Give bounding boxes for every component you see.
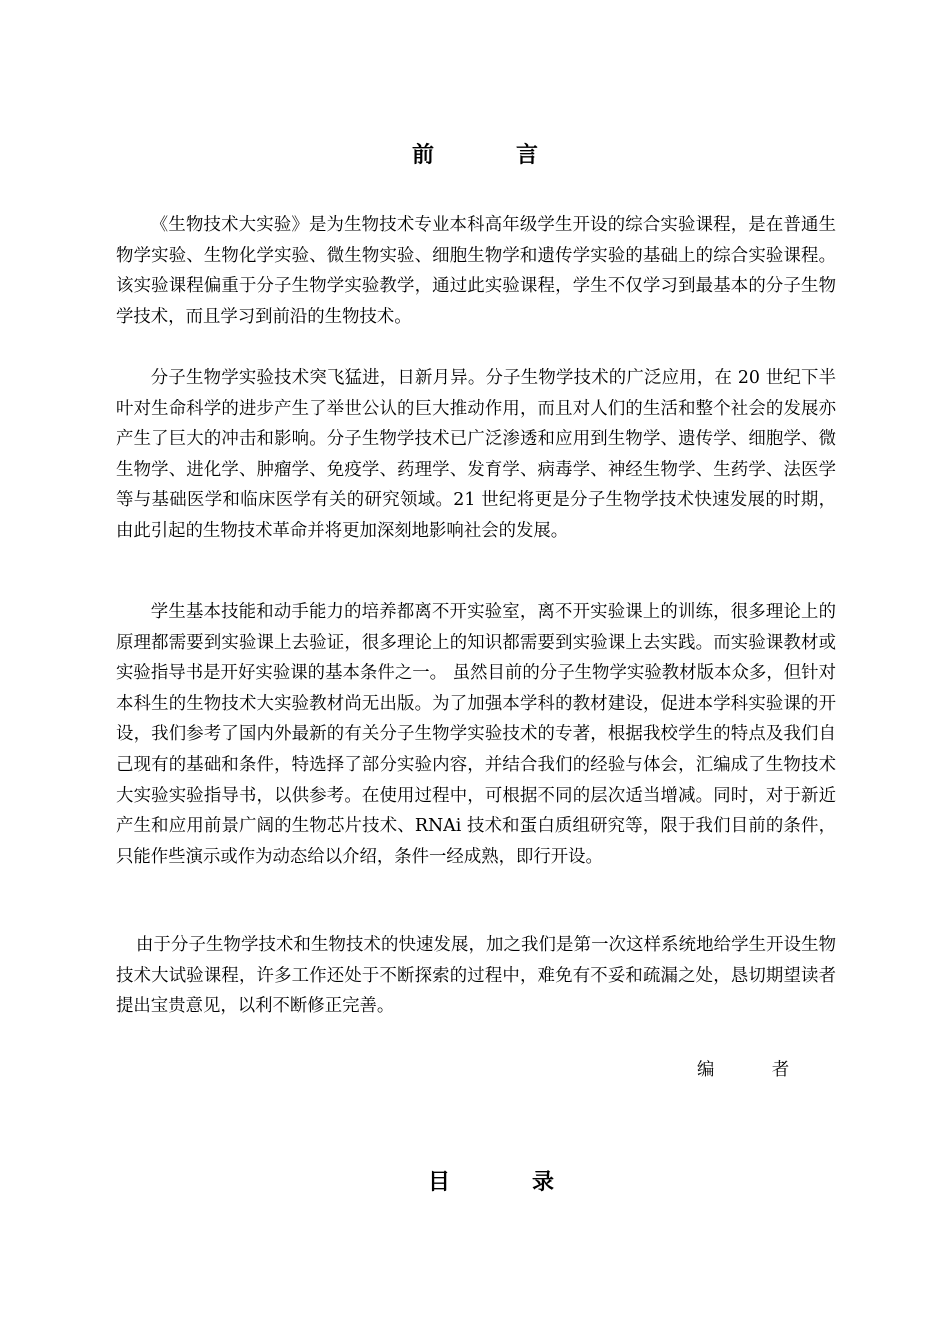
preface-author: 编 者 xyxy=(697,1060,810,1080)
preface-paragraph-1: 《生物技术大实验》是为生物技术专业本科高年级学生开设的综合实验课程，是在普通生物学实验、生物化学实验、微生物实验、细胞生物学和遗传学实验的基础上的综合实验课程。该实验课程偏重于分子生物学实验教学，通过此实验课程，学生不仅学习到最基本的分子生物学技术，而且学习到前沿的生物技术。 xyxy=(116,215,836,327)
preface-paragraph-3: 学生基本技能和动手能力的培养都离不开实验室，离不开实验课上的训练，很多理论上的原理都需要到实验课上去验证，很多理论上的知识都需要到实验课上去实践。而实验课教材或实验指导书是开好实验课的基本条件之一。 虽然目前的分子生物学实验教材版本众多，但针对本科生的生物技术大实验教材尚无出版。为了加强本学科的教材建设，促进本学科实验课的开设，我们参考了国内外最新的有关分子生物学实验技术的专著，根据我校学生的特点及我们自己现有的基础和条件，特选择了部分实验内容，并结合我们的经验与体会，汇编成了生物技术大实验实验指导书，以供参考。在使用过程中，可根据不同的层次适当增减。同时，对于新近产生和应用前景广阔的生物芯片技术、RNAi 技术和蛋白质组研究等，限于我们目前的条件，只能作些演示或作为动态给以介绍，条件一经成熟，即行开设。 xyxy=(116,602,836,867)
toc-title: 目 录 xyxy=(427,1169,584,1195)
preface-title: 前 言 xyxy=(411,142,568,168)
preface-paragraph-2: 分子生物学实验技术突飞猛进，日新月异。分子生物学技术的广泛应用，在 20 世纪下半叶对生命科学的进步产生了举世公认的巨大推动作用，而且对人们的生活和整个社会的发展亦产生了巨大的冲击和影响。分子生物学技术已广泛渗透和应用到生物学、遗传学、细胞学、微生物学、进化学、肿瘤学、免疫学、药理学、发育学、病毒学、神经生物学、生药学、法医学等与基础医学和临床医学有关的研究领域。21 世纪将更是分子生物学技术快速发展的时期，由此引起的生物技术革命并将更加深刻地影响社会的发展。 xyxy=(116,368,836,541)
preface-paragraph-4: 由于分子生物学技术和生物技术的快速发展，加之我们是第一次这样系统地给学生开设生物技术大试验课程，许多工作还处于不断探索的过程中，难免有不妥和疏漏之处，恳切期望读者提出宝贵意见，以利不断修正完善。 xyxy=(116,935,836,1017)
